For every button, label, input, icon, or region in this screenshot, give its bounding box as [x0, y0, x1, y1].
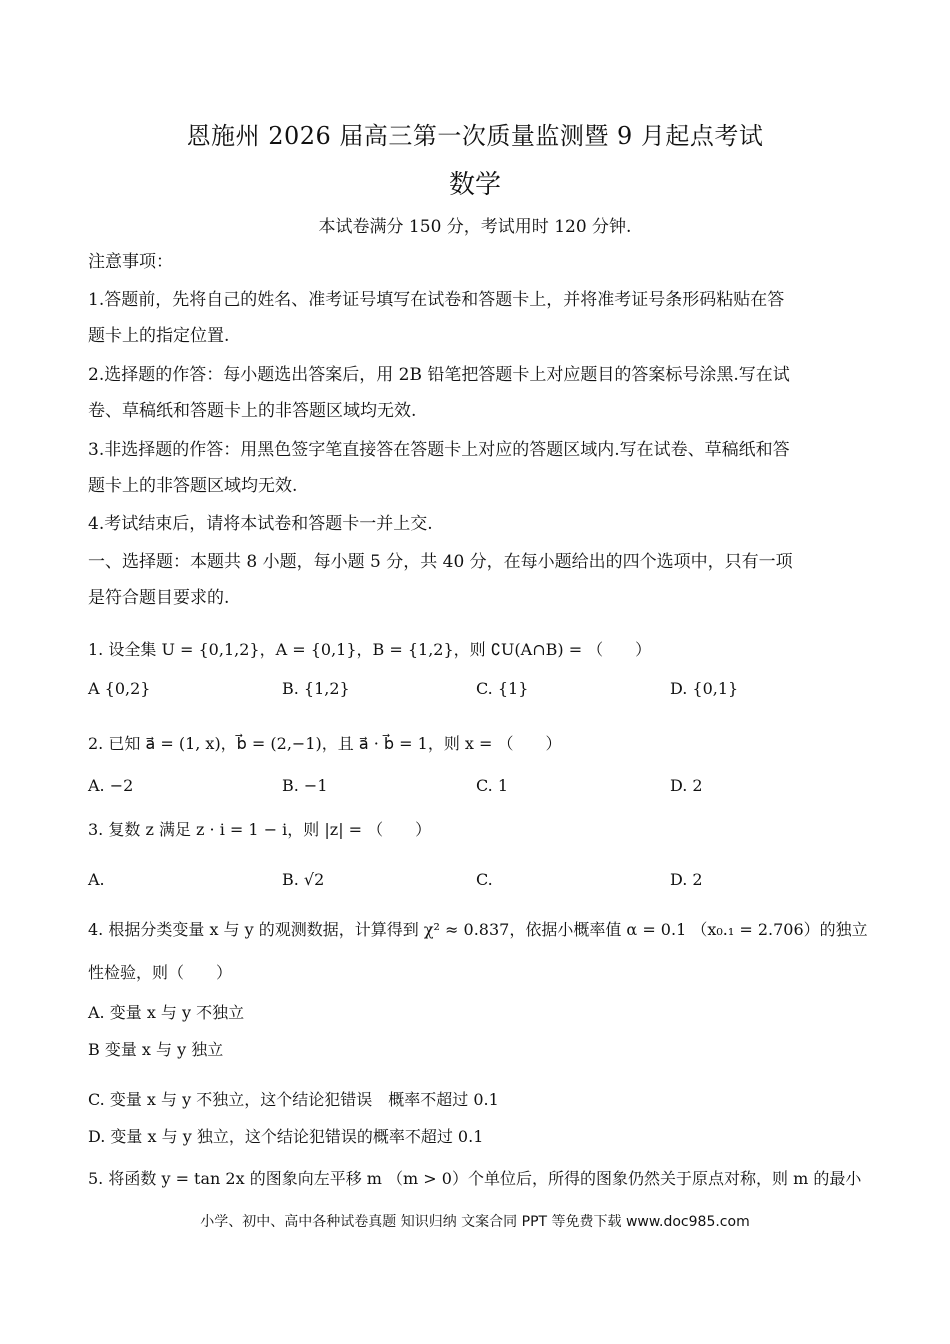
q3-option-c: C.: [476, 870, 493, 889]
section-1-heading-line-1: 一、选择题：本题共 8 小题，每小题 5 分，共 40 分，在每小题给出的四个选项中，只有一项: [88, 552, 793, 572]
question-3-stem: 3. 复数 z 满足 z · i = 1 − i，则 |z| = （ ）: [88, 820, 432, 839]
q3-option-a: A.: [88, 870, 105, 889]
exam-info: 本试卷满分 150 分，考试用时 120 分钟.: [318, 217, 632, 237]
question-2-stem: 2. 已知 a⃗ = (1, x)，b⃗ = (2,−1)，且 a⃗ · b⃗ = 1，则 x = （ ）: [88, 734, 562, 753]
question-5-stem: 5. 将函数 y = tan 2x 的图象向左平移 m （m > 0）个单位后，所得的图象仍然关于原点对称，则 m 的最小: [88, 1169, 862, 1188]
note-3-line-1: 3.非选择题的作答：用黑色签字笔直接答在答题卡上对应的答题区域内.写在试卷、草稿纸和答: [88, 440, 790, 460]
note-2-line-2: 卷、草稿纸和答题卡上的非答题区域均无效.: [88, 401, 417, 421]
question-4-stem-line-2: 性检验，则（ ）: [88, 963, 233, 982]
question-4-stem-line-1: 4. 根据分类变量 x 与 y 的观测数据，计算得到 χ² ≈ 0.837，依据小概率值 α = 0.1 （x₀.₁ = 2.706）的独立: [88, 920, 868, 939]
q2-option-b: B. −1: [282, 776, 328, 795]
q4-option-b: B 变量 x 与 y 独立: [88, 1040, 224, 1059]
q4-option-d: D. 变量 x 与 y 独立，这个结论犯错误的概率不超过 0.1: [88, 1127, 484, 1146]
q3-option-b: B. √2: [282, 870, 325, 889]
note-2-line-1: 2.选择题的作答：每小题选出答案后，用 2B 铅笔把答题卡上对应题目的答案标号涂黑.写在试: [88, 365, 790, 385]
q4-option-a: A. 变量 x 与 y 不独立: [88, 1003, 245, 1022]
note-1-line-1: 1.答题前，先将自己的姓名、准考证号填写在试卷和答题卡上，并将准考证号条形码粘贴在答: [88, 290, 785, 310]
q1-option-a: A {0,2}: [88, 679, 151, 698]
exam-title: 恩施州 2026 届高三第一次质量监测暨 9 月起点考试: [186, 122, 764, 150]
q2-option-c: C. 1: [476, 776, 509, 795]
note-4: 4.考试结束后，请将本试卷和答题卡一并上交.: [88, 514, 433, 534]
q3-option-d: D. 2: [670, 870, 703, 889]
q1-option-c: C. {1}: [476, 679, 529, 698]
notes-heading: 注意事项：: [88, 252, 173, 272]
subject-title: 数学: [448, 170, 501, 200]
q1-option-b: B. {1,2}: [282, 679, 350, 698]
note-1-line-2: 题卡上的指定位置.: [88, 326, 230, 346]
q2-option-d: D. 2: [670, 776, 703, 795]
section-1-heading-line-2: 是符合题目要求的.: [88, 588, 230, 608]
question-1-stem: 1. 设全集 U = {0,1,2}，A = {0,1}，B = {1,2}，则 ∁U(A∩B) = （ ）: [88, 640, 652, 659]
note-3-line-2: 题卡上的非答题区域均无效.: [88, 476, 298, 496]
footer-text: 小学、初中、高中各种试卷真题 知识归纳 文案合同 PPT 等免费下载 www.doc985.com: [200, 1214, 750, 1230]
q1-option-d: D. {0,1}: [670, 679, 739, 698]
q2-option-a: A. −2: [88, 776, 134, 795]
q4-option-c: C. 变量 x 与 y 不独立，这个结论犯错误 概率不超过 0.1: [88, 1090, 499, 1109]
